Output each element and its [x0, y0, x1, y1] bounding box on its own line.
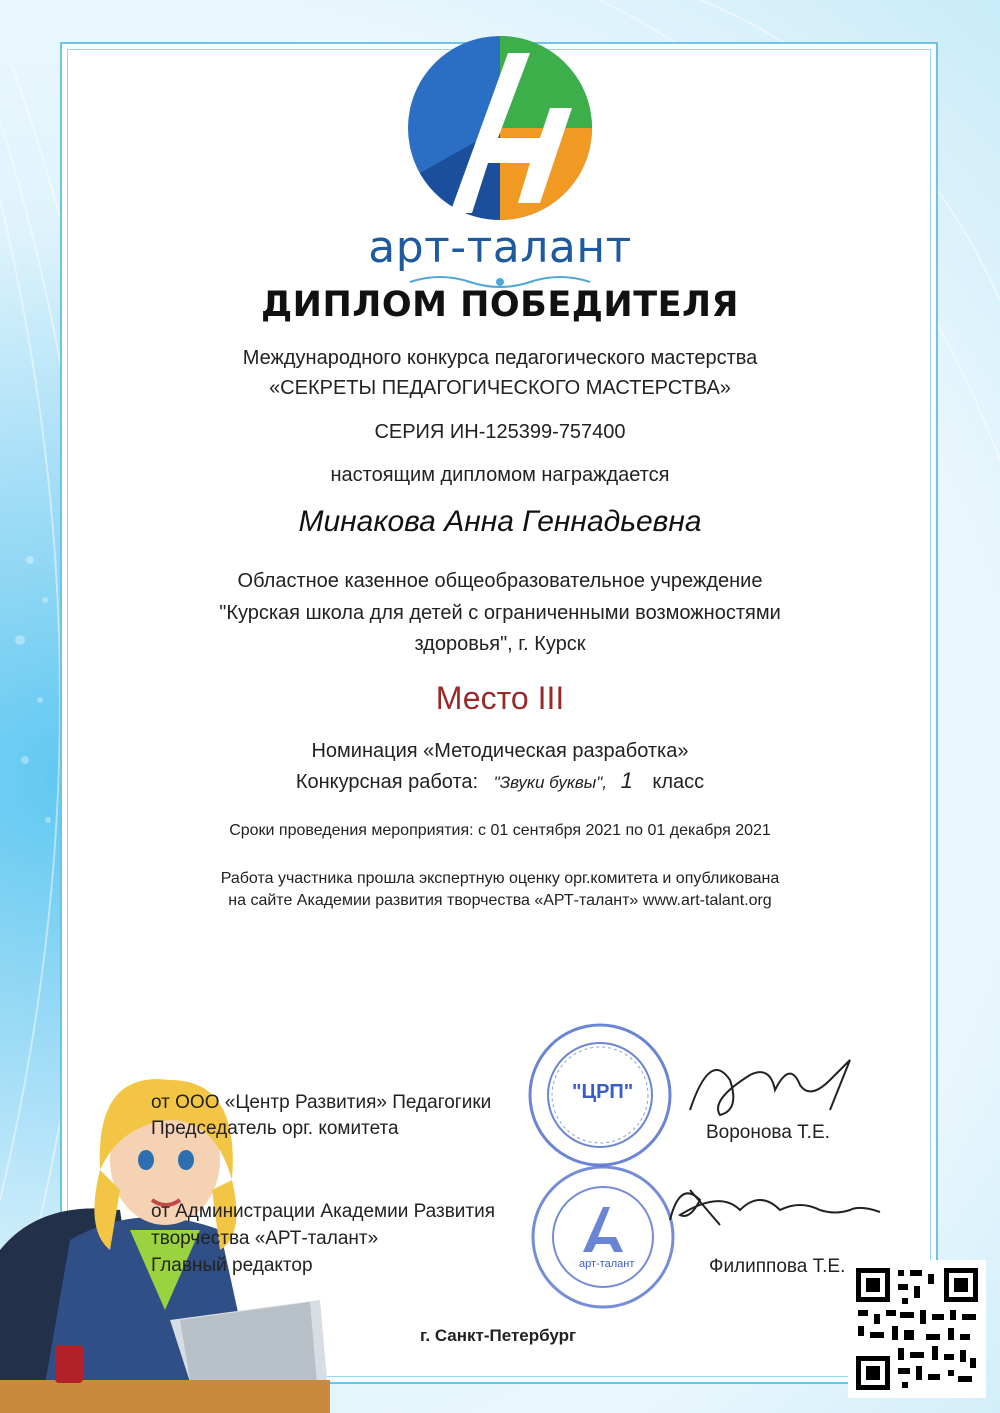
contest-line-1: Международного конкурса педагогического мастерства: [242, 347, 758, 369]
work-title: "Звуки буквы",: [493, 773, 607, 792]
work-label: Конкурсная работа:: [295, 771, 479, 793]
crp-stamp-text: "ЦРП": [572, 1081, 634, 1103]
place-award: Место III: [435, 680, 565, 716]
contest-line-2: «СЕКРЕТЫ ПЕДАГОГИЧЕСКОГО МАСТЕРСТВА»: [269, 377, 731, 399]
awarded-text: настоящим дипломом награждается: [330, 464, 670, 486]
review-line-1: Работа участника прошла экспертную оценку орг.комитета и опубликована: [220, 870, 780, 887]
qr-code: [848, 1260, 986, 1398]
review-line-2: на сайте Академии развития творчества «АРТ-талант» www.art-talant.org: [228, 892, 772, 909]
diploma-title: ДИПЛОМ ПОБЕДИТЕЛЯ: [261, 285, 739, 325]
grade-label: класс: [652, 771, 705, 793]
org-line-3: здоровья", г. Курск: [414, 633, 586, 655]
art-talant-logo: [380, 28, 620, 228]
signer2-line-1: от Администрации Академии Развития: [151, 1201, 496, 1222]
signer1-name: Воронова Т.Е.: [706, 1122, 830, 1143]
nomination: Номинация «Методическая разработка»: [311, 740, 689, 762]
brand-name: арт-талант: [368, 222, 632, 273]
recipient-name: Минакова Анна Геннадьевна: [298, 505, 702, 538]
signer2-line-3: Главный редактор: [151, 1255, 313, 1276]
signer2-line-2: творчества «АРТ-талант»: [151, 1228, 379, 1249]
art-talant-stamp-text: арт-талант: [579, 1258, 635, 1270]
signer2-name: Филиппова Т.Е.: [709, 1256, 846, 1277]
signature-voronova: [680, 1040, 880, 1130]
signer1-line-1: от ООО «Центр Развития» Педагогики: [151, 1092, 492, 1113]
competition-work: [60, 766, 940, 798]
org-line-2: "Курская школа для детей с ограниченными возможностями: [219, 602, 781, 624]
org-line-1: Областное казенное общеобразовательное учреждение: [237, 570, 763, 592]
event-dates: Сроки проведения мероприятия: с 01 сентября 2021 по 01 декабря 2021: [229, 822, 771, 839]
art-talant-stamp: [528, 1162, 678, 1312]
signer1-line-2: Председатель орг. комитета: [151, 1118, 399, 1139]
series-number: СЕРИЯ ИН-125399-757400: [374, 421, 626, 443]
qr-code-pattern: [852, 1264, 982, 1394]
grade-number: 1: [620, 768, 633, 793]
city: г. Санкт-Петербург: [420, 1326, 577, 1345]
signature-filippova: [660, 1170, 890, 1250]
